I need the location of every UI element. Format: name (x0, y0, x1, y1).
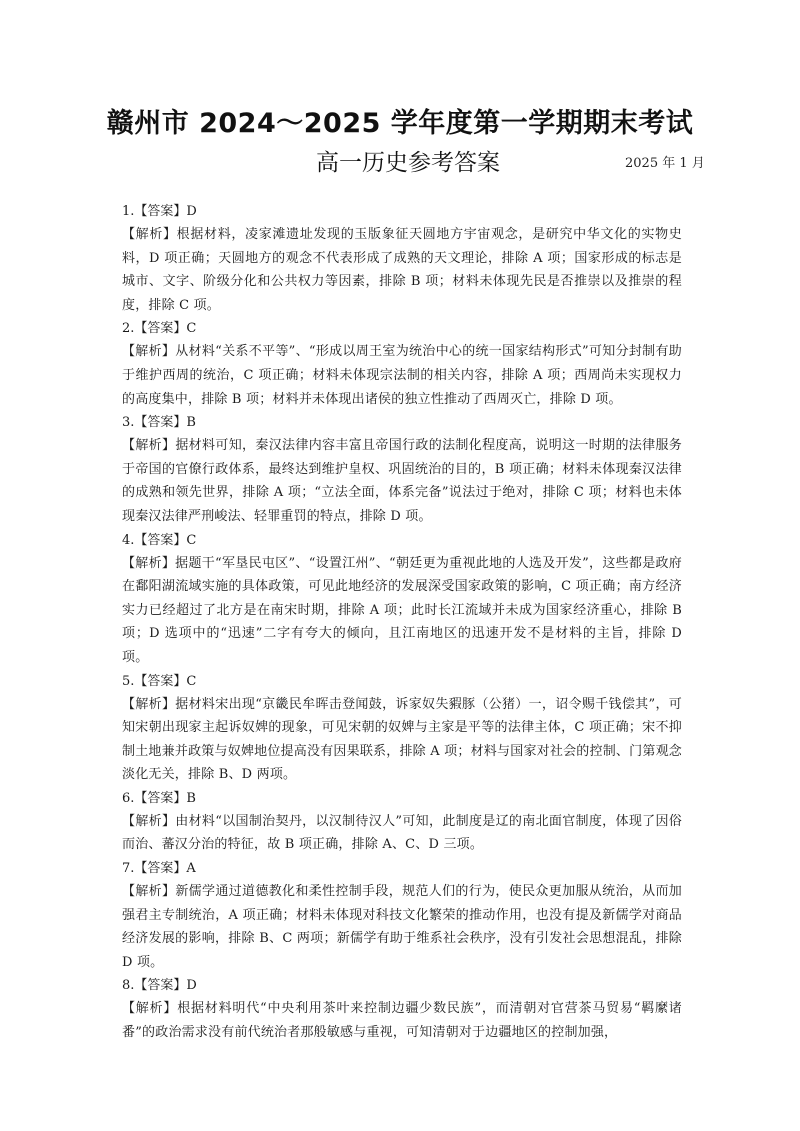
answer-line: 1.【答案】D (122, 204, 197, 219)
analysis-text: 【解析】根据材料明代“中央利用茶叶来控制边疆少数民族”，而清朝对官营茶马贸易“羁縻诸番”的政治需求没有前代统治者那般敏感与重视，可知清朝对于边疆地区的控制加强， (122, 1001, 682, 1041)
document-subtitle: 高一历史参考答案 (316, 150, 500, 176)
analysis-text: 【解析】据材料可知，秦汉法律内容丰富且帝国行政的法制化程度高，说明这一时期的法律服务于帝国的官僚行政体系，最终达到维护皇权、巩固统治的目的，B 项正确；材料未体现秦汉法律的成熟和领先世界，排除 A 项；“立法全面，体系完备”说法过于绝对，排除 C 项；材料也未体现秦汉法律严刑峻法、轻罪重罚的特点，排除 D 项。 (122, 438, 682, 524)
question-block (122, 670, 682, 787)
question-block (122, 411, 682, 528)
answer-line: 7.【答案】A (122, 861, 196, 877)
question-block (122, 200, 682, 317)
answer-line: 8.【答案】D (122, 978, 197, 994)
question-block (122, 974, 682, 1044)
analysis-text: 【解析】从材料“关系不平等”、“形成以周王室为统治中心的统一国家结构形式”可知分封制有助于维护西周的统治，C 项正确；材料未体现宗法制的相关内容，排除 A 项；西周尚未实现权力的高度集中，排除 B 项；材料并未体现出诸侯的独立性推动了西周灭亡，排除 D 项。 (122, 344, 682, 407)
analysis-text: 【解析】根据材料，凌家滩遗址发现的玉版象征天圆地方宇宙观念，是研究中华文化的实物史料，D 项正确；天圆地方的观念不代表形成了成熟的天文理论，排除 A 项；国家形成的标志是城市、文字、阶级分化和公共权力等因素，排除 B 项；材料未体现先民是否推崇以及推崇的程度，排除 C 项。 (122, 227, 682, 313)
answer-line: 4.【答案】C (122, 532, 197, 548)
answer-line: 2.【答案】C (122, 321, 197, 337)
answer-line: 3.【答案】B (122, 415, 196, 431)
document-title: 赣州市 2024～2025 学年度第一学期期末考试 (106, 108, 694, 139)
answer-list (122, 200, 682, 1045)
analysis-text: 【解析】据材料宋出现“京畿民牟晖击登闻鼓，诉家奴失豭豚（公猪）一，诏令赐千钱偿其”，可知宋朝出现家主起诉奴婢的现象，可见宋朝的奴婢与主家是平等的法律主体，C 项正确；宋不抑制土地兼并政策与奴婢地位提高没有因果联系，排除 A 项；材料与国家对社会的控制、门第观念淡化无关，排除 B、D 两项。 (122, 696, 682, 783)
question-block (122, 857, 682, 974)
analysis-text: 【解析】由材料“以国制治契丹，以汉制待汉人”可知，此制度是辽的南北面官制度，体现了因俗而治、蕃汉分治的特征，故 B 项正确，排除 A、C、D 三项。 (122, 813, 682, 853)
answer-line: 6.【答案】B (122, 790, 196, 806)
analysis-text: 【解析】据题干“军垦民屯区”、“设置江州”、“朝廷更为重视此地的人选及开发”，这些都是政府在鄱阳湖流域实施的具体政策，可见此地经济的发展深受国家政策的影响，C 项正确；南方经济实力已经超过了北方是在南宋时期，排除 A 项；此时长江流域并未成为国家经济重心，排除 B 项；D 选项中的“迅速”二字有夸大的倾向，且江南地区的迅速开发不是材料的主旨，排除 D 项。 (122, 555, 682, 665)
question-block (122, 787, 682, 857)
answer-line: 5.【答案】C (122, 673, 197, 689)
document-date: 2025 年 1 月 (625, 156, 705, 171)
question-block (122, 317, 682, 411)
analysis-text: 【解析】新儒学通过道德教化和柔性控制手段，规范人们的行为，使民众更加服从统治，从而加强君主专制统治，A 项正确；材料未体现对科技文化繁荣的推动作用，也没有提及新儒学对商品经济发展的影响，排除 B、C 两项；新儒学有助于维系社会秩序，没有引发社会思想混乱，排除 D 项。 (122, 884, 682, 970)
question-block (122, 529, 682, 670)
subtitle-row (0, 144, 800, 180)
